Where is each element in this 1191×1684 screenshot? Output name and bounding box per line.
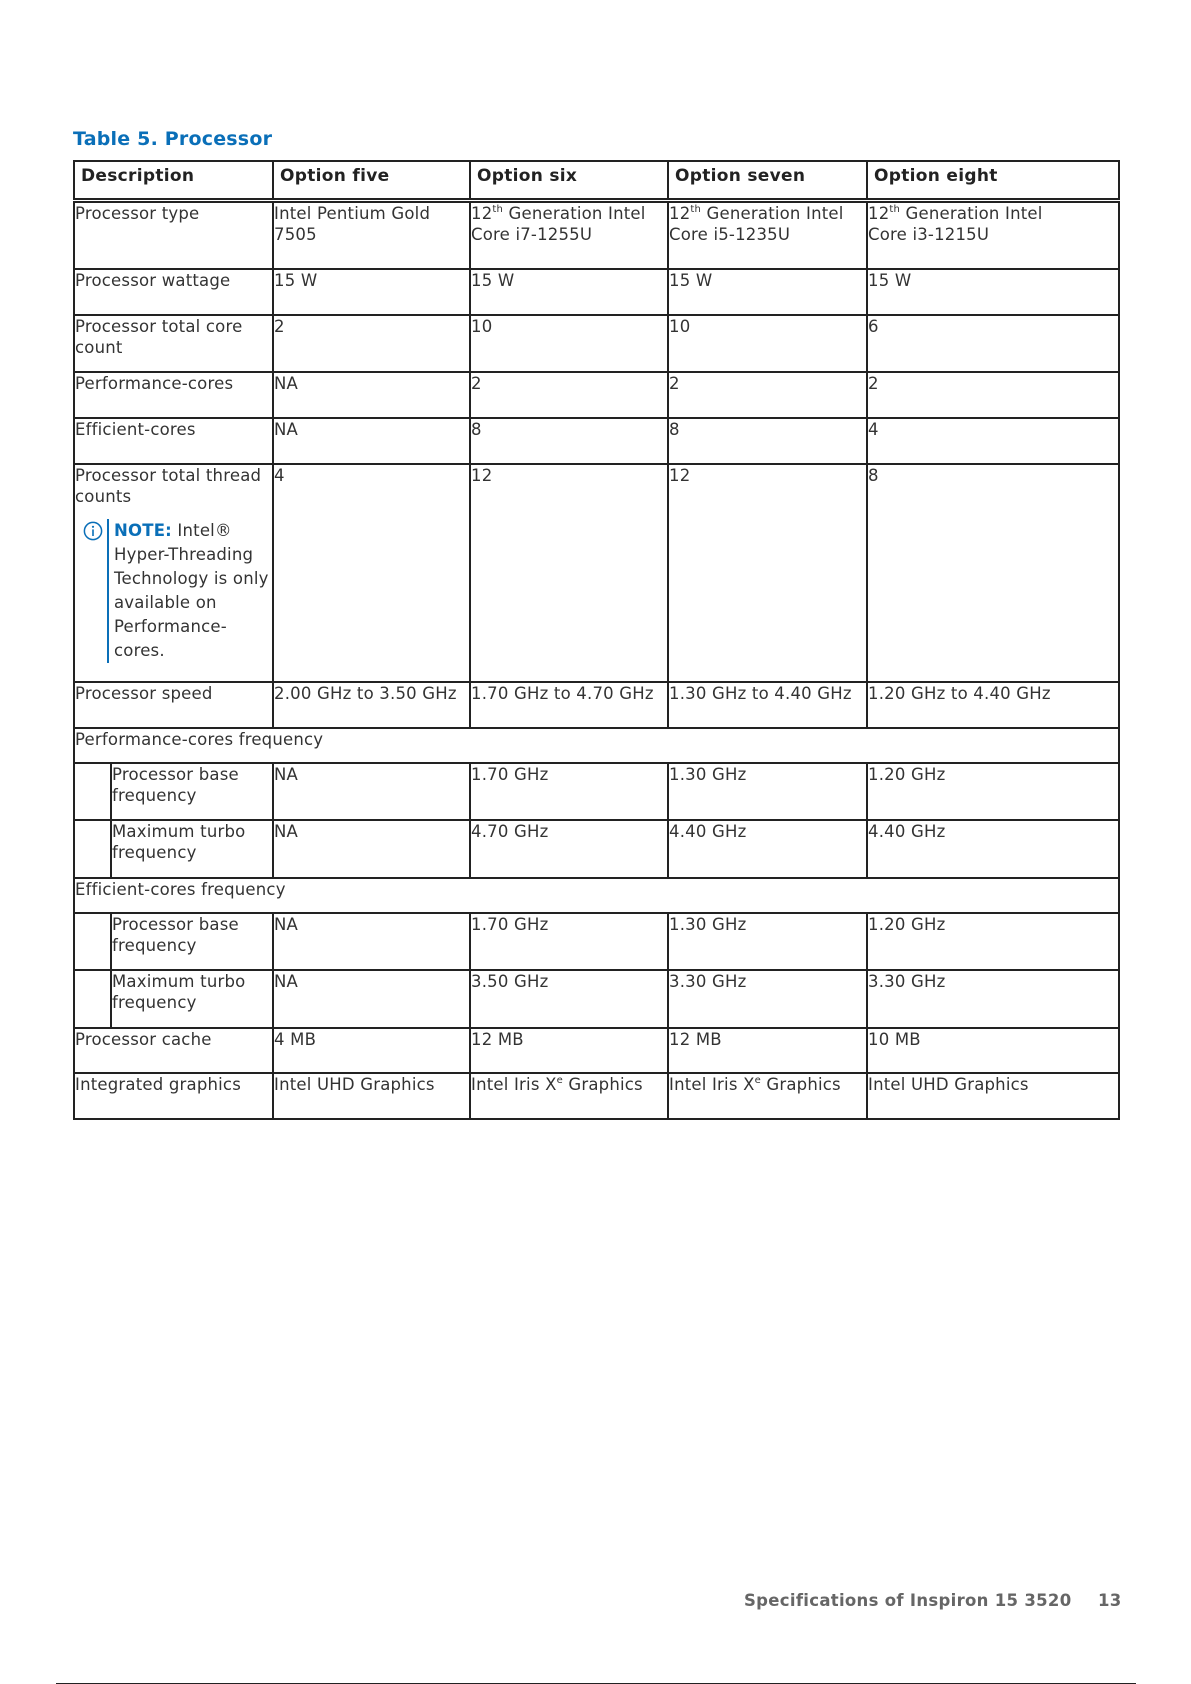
cell (470, 1073, 668, 1119)
cell: 3.30 GHz (668, 970, 867, 1028)
gen-suffix: th (889, 204, 901, 215)
cell: 4.40 GHz (668, 820, 867, 878)
cell: NA (273, 970, 470, 1028)
gen-text: Generation Intel (508, 204, 646, 223)
cell: NA (273, 913, 470, 970)
cell: NA (273, 372, 470, 418)
cell: 15 W (470, 269, 668, 315)
table-row (74, 269, 1119, 315)
cell: 8 (867, 464, 1119, 682)
cell: 1.70 GHz (470, 913, 668, 970)
header-option-eight: Option eight (867, 161, 1119, 201)
indent-cell (74, 763, 111, 820)
gen-text: Generation Intel (905, 204, 1043, 223)
gen-number: 12 (868, 204, 890, 223)
cell: 12 (470, 464, 668, 682)
cpu-model: Core i7-1255U (471, 225, 593, 244)
table-row (74, 820, 1119, 878)
table-row (74, 763, 1119, 820)
cell: 1.30 GHz (668, 763, 867, 820)
cell: 10 MB (867, 1028, 1119, 1073)
row-label: Performance-cores (74, 372, 273, 418)
cell: 1.70 GHz (470, 763, 668, 820)
cell: Intel UHD Graphics (867, 1073, 1119, 1119)
note-tag: NOTE: (114, 520, 172, 540)
table-row (74, 372, 1119, 418)
table-header-row (74, 161, 1119, 201)
cell: 2.00 GHz to 3.50 GHz (273, 682, 470, 728)
cell: 10 (668, 315, 867, 372)
row-label: Processor type (74, 201, 273, 269)
note-bar (107, 519, 109, 663)
cell: 15 W (668, 269, 867, 315)
table-row (74, 1028, 1119, 1073)
cell: 12 MB (668, 1028, 867, 1073)
cell: 8 (668, 418, 867, 464)
iris-suffix: Graphics (766, 1074, 841, 1094)
cell: 2 (273, 315, 470, 372)
cell: 1.20 GHz to 4.40 GHz (867, 682, 1119, 728)
row-label: Maximum turbo frequency (111, 970, 273, 1028)
table-row (74, 878, 1119, 913)
row-label: Processor cache (74, 1028, 273, 1073)
table-row (74, 315, 1119, 372)
indent-cell (74, 970, 111, 1028)
row-label: Efficient-cores (74, 418, 273, 464)
note-block (75, 519, 272, 663)
indent-cell (74, 820, 111, 878)
page-number: 13 (1098, 1591, 1122, 1610)
header-description: Description (74, 161, 273, 201)
cell: 4 (867, 418, 1119, 464)
cell: 1.20 GHz (867, 913, 1119, 970)
cell (470, 201, 668, 269)
row-label: Processor total thread counts (75, 465, 262, 506)
table-row (74, 728, 1119, 763)
cell: 2 (470, 372, 668, 418)
cell: 6 (867, 315, 1119, 372)
cell (668, 1073, 867, 1119)
header-option-six: Option six (470, 161, 668, 201)
cell: 15 W (867, 269, 1119, 315)
cpu-model: Core i5-1235U (669, 225, 791, 244)
cell: NA (273, 820, 470, 878)
cell: Intel Pentium Gold 7505 (273, 201, 470, 269)
cell: 2 (668, 372, 867, 418)
gen-number: 12 (669, 204, 691, 223)
table-row (74, 464, 1119, 682)
group-label: Performance-cores frequency (74, 728, 1119, 763)
row-label: Processor base frequency (111, 913, 273, 970)
row-label: Processor wattage (74, 269, 273, 315)
processor-table (73, 160, 1120, 1120)
gen-suffix: th (690, 204, 702, 215)
gen-number: 12 (471, 204, 493, 223)
cell: 1.30 GHz (668, 913, 867, 970)
cell: 15 W (273, 269, 470, 315)
cell (867, 201, 1119, 269)
cell: 4 (273, 464, 470, 682)
cell: 4.70 GHz (470, 820, 668, 878)
cell: 1.70 GHz to 4.70 GHz (470, 682, 668, 728)
iris-suffix: Graphics (568, 1074, 643, 1094)
indent-cell (74, 913, 111, 970)
table-row (74, 913, 1119, 970)
group-label: Efficient-cores frequency (74, 878, 1119, 913)
cell: 3.30 GHz (867, 970, 1119, 1028)
cell: 1.20 GHz (867, 763, 1119, 820)
iris-prefix: Intel Iris X (471, 1074, 557, 1094)
row-label: Processor base frequency (111, 763, 273, 820)
cell: 12 (668, 464, 867, 682)
row-label: Processor total core count (74, 315, 273, 372)
cell: 10 (470, 315, 668, 372)
table-row (74, 201, 1119, 269)
cell (668, 201, 867, 269)
cell: 12 MB (470, 1028, 668, 1073)
table-row (74, 682, 1119, 728)
row-label: Processor speed (74, 682, 273, 728)
cell: 8 (470, 418, 668, 464)
footer-title: Specifications of Inspiron 15 3520 (744, 1591, 1072, 1610)
cell: NA (273, 763, 470, 820)
info-icon (83, 521, 103, 541)
row-label-with-note (74, 464, 273, 682)
iris-superscript: e (754, 1074, 761, 1086)
note-text (108, 519, 272, 663)
iris-superscript: e (556, 1074, 563, 1086)
cell: 1.30 GHz to 4.40 GHz (668, 682, 867, 728)
cell: NA (273, 418, 470, 464)
table-row (74, 418, 1119, 464)
header-option-five: Option five (273, 161, 470, 201)
cell: 4 MB (273, 1028, 470, 1073)
gen-text: Generation Intel (706, 204, 844, 223)
row-label: Maximum turbo frequency (111, 820, 273, 878)
iris-prefix: Intel Iris X (669, 1074, 755, 1094)
cell: 4.40 GHz (867, 820, 1119, 878)
cpu-model: Core i3-1215U (868, 225, 990, 244)
cell: 2 (867, 372, 1119, 418)
table-row (74, 970, 1119, 1028)
note-body: Intel® Hyper-Threading Technology is only available on Performance-cores. (114, 520, 269, 660)
table-caption: Table 5. Processor (73, 128, 273, 150)
cell: Intel UHD Graphics (273, 1073, 470, 1119)
gen-suffix: th (492, 204, 504, 215)
row-label: Integrated graphics (74, 1073, 273, 1119)
cell: 3.50 GHz (470, 970, 668, 1028)
table-row (74, 1073, 1119, 1119)
header-option-seven: Option seven (668, 161, 867, 201)
